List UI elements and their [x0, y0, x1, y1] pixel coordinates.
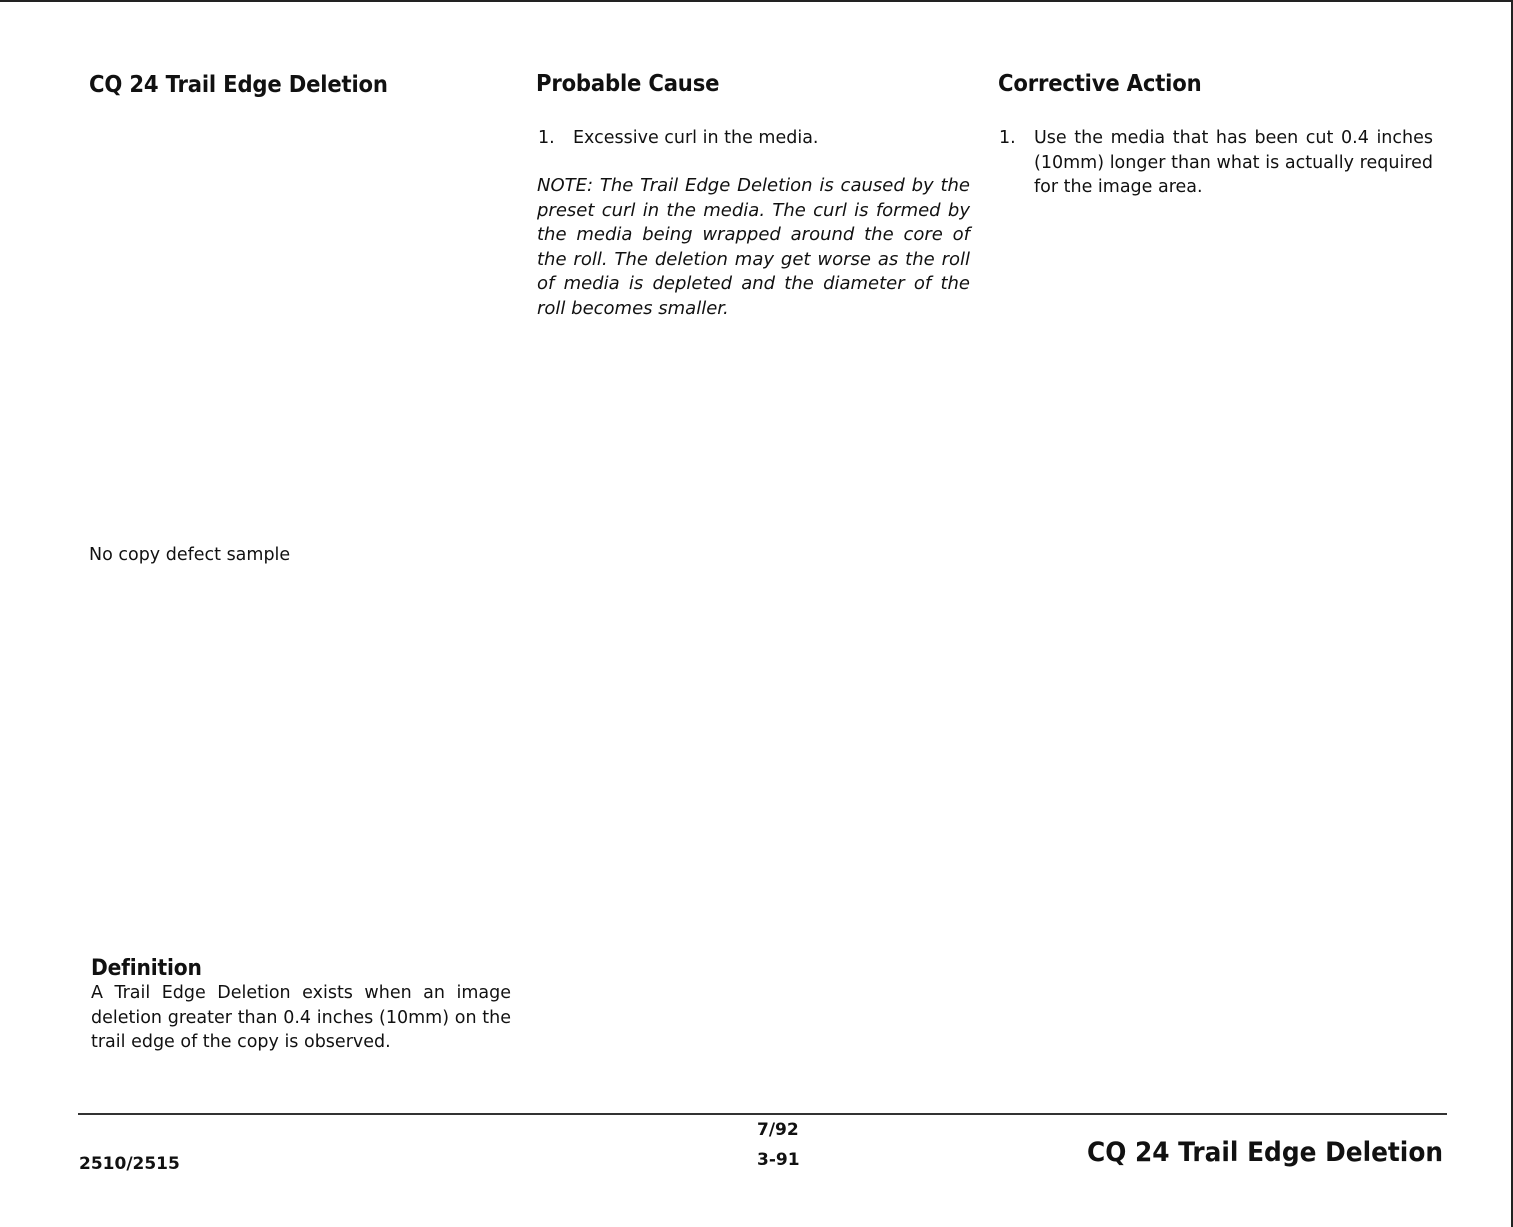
footer-model: 2510/2515 — [79, 1154, 180, 1174]
no-sample-text: No copy defect sample — [89, 545, 291, 565]
corrective-action-item-text: Use the media that has been cut 0.4 inches (10mm) longer than what is actually required for the image area. — [1034, 128, 1433, 197]
definition-text: A Trail Edge Deletion exists when an image deletion greater than 0.4 inches (10mm) on the trail edge of the copy is observed. — [91, 983, 511, 1052]
footer-title: CQ 24 Trail Edge Deletion — [1086, 1137, 1443, 1168]
page-border-top — [0, 0, 1513, 2]
probable-cause-item-number: 1. — [538, 128, 555, 148]
probable-cause-note: NOTE: The Trail Edge Deletion is caused by the preset curl in the media. The curl is formed by the media being wrapped around the core of the roll. The deletion may get worse as the roll of media is depleted and the diameter of the roll becomes smaller. — [537, 175, 970, 319]
definition-heading: Definition — [91, 956, 202, 981]
corrective-action-item — [999, 126, 1433, 202]
corrective-action-heading: Corrective Action — [998, 71, 1202, 97]
probable-cause-heading: Probable Cause — [536, 71, 720, 97]
footer-date: 7/92 — [757, 1120, 799, 1140]
probable-cause-item — [538, 126, 972, 152]
footer-page-number: 3-91 — [757, 1150, 800, 1170]
page-title: CQ 24 Trail Edge Deletion — [89, 72, 388, 98]
corrective-action-item-number: 1. — [999, 128, 1016, 148]
footer-rule — [78, 1113, 1447, 1115]
probable-cause-item-text: Excessive curl in the media. — [573, 128, 819, 148]
